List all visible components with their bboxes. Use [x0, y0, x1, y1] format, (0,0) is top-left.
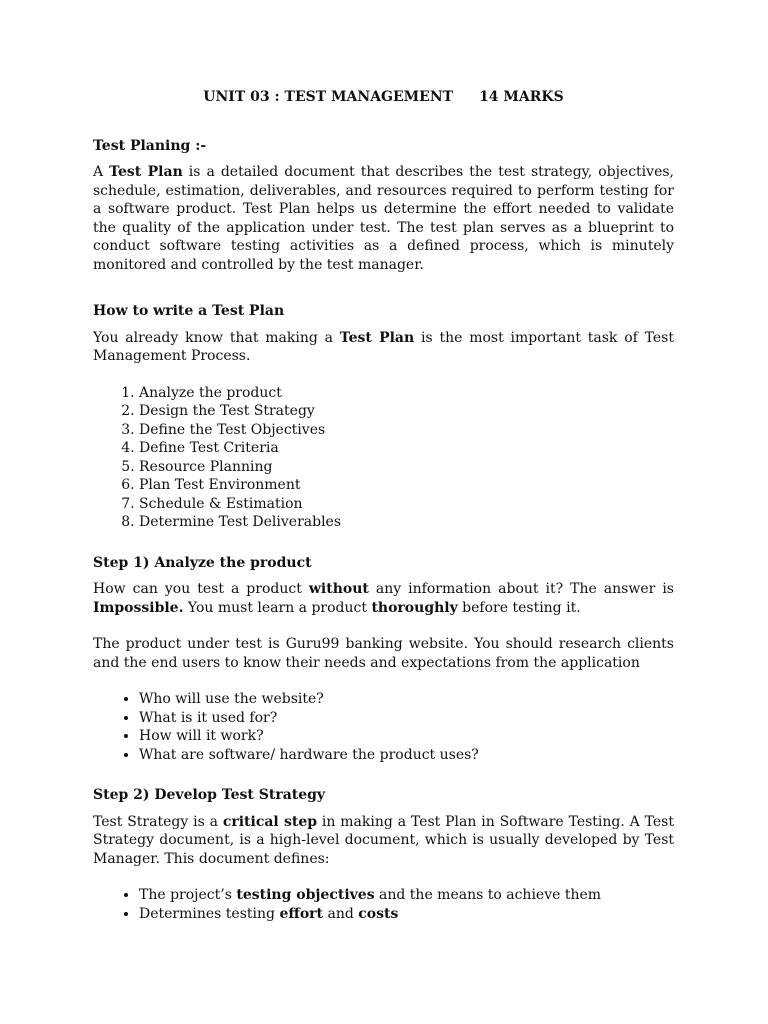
step1-paragraph-2: The product under test is Guru99 banking website. You should research clients and the end users to know their needs and expectations from the application	[93, 636, 674, 671]
unit-marks: 14 MARKS	[479, 89, 564, 105]
step1-heading: Step 1) Analyze the product	[93, 554, 312, 571]
test-plan-definition: A Test Plan is a detailed document that describes the test strategy, objectives, schedule, estimation, deliverables, and resources required to perform testing for a software product. Test Plan helps us determine the effort needed to validate the quality of the application under test. The test plan serves as a blueprint to conduct software testing activities as a defined process, which is minutely monitored and controlled by the test manager.	[93, 164, 674, 273]
how-to-heading: How to write a Test Plan	[93, 303, 285, 319]
how-to-intro: You already know that making a Test Plan is the most important task of Test Management Process.	[93, 329, 674, 364]
list-item: 5. Resource Planning	[139, 458, 674, 477]
step2-paragraph: Test Strategy is a critical step in making a Test Plan in Software Testing. A Test Strategy document, is a high-level document, which is usually developed by Test Manager. This document defines:	[93, 813, 674, 867]
unit-heading	[93, 88, 674, 107]
unit-title: UNIT 03 : TEST MANAGEMENT	[203, 89, 454, 105]
list-item: • What are software/ hardware the product uses?	[139, 746, 674, 765]
list-item: • What is it used for?	[139, 709, 674, 728]
list-item: • The project’s testing objectives and the means to achieve them	[139, 886, 674, 905]
step2-defines-list	[93, 886, 674, 923]
step1-questions-list	[93, 690, 674, 764]
list-item: • How will it work?	[139, 727, 674, 746]
list-item: 7. Schedule & Estimation	[139, 495, 674, 514]
list-item: • Who will use the website?	[139, 690, 674, 709]
list-item: 6. Plan Test Environment	[139, 476, 674, 495]
list-item: 8. Determine Test Deliverables	[139, 513, 674, 532]
list-item: 4. Define Test Criteria	[139, 439, 674, 458]
list-item: • Determines testing effort and costs	[139, 905, 674, 924]
step1-paragraph-1: How can you test a product without any information about it? The answer is Impossible. You must learn a product thoroughly before testing it.	[93, 581, 674, 616]
document-content	[93, 88, 674, 923]
test-planing-heading: Test Planing :-	[93, 137, 207, 154]
step2-heading: Step 2) Develop Test Strategy	[93, 787, 326, 803]
list-item: 1. Analyze the product	[139, 384, 674, 403]
test-plan-steps-list	[93, 384, 674, 532]
list-item: 2. Design the Test Strategy	[139, 402, 674, 421]
list-item: 3. Define the Test Objectives	[139, 421, 674, 440]
